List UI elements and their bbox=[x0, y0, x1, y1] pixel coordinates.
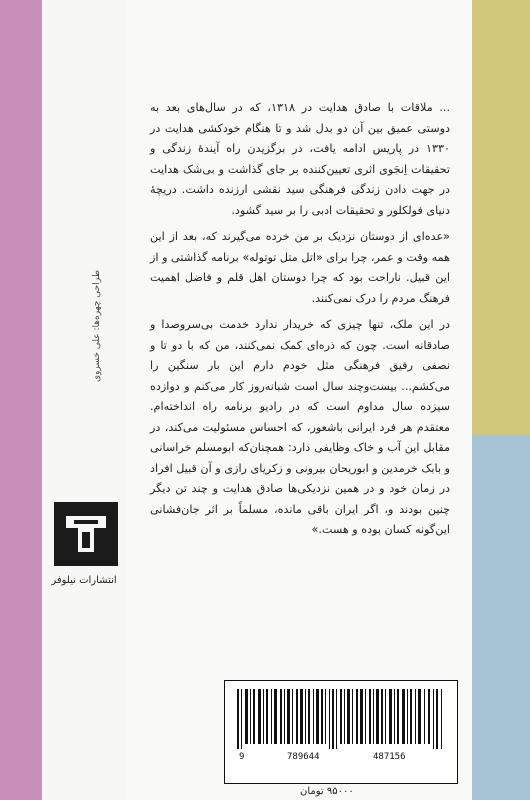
blurb-paragraph-1: ... ملاقات با صادق هدایت در ۱۳۱۸، که در سال‌های بعد به دوستی عمیق بین آن دو بدل شد و تا هنگام خودکشی هدایت در ۱۳۳۰ در پاریس ادامه یافت، در برگزیدن راه آیندهٔ زندگی و تحقیقات اِنجَوی اثری تعیین‌کننده بر جای گذاشت و بی‌شک هدایت در جهت دادن زندگی فرهنگی سید نقشی ارزنده داشت. دریچهٔ دنیای فولکلور و تحقیقات ادبی را بر سید گشود. bbox=[150, 101, 451, 217]
barcode-bars bbox=[235, 689, 447, 749]
left-color-strip bbox=[0, 0, 42, 800]
blurb-text bbox=[150, 98, 450, 547]
left-white-panel bbox=[42, 0, 126, 800]
right-blue-strip bbox=[472, 435, 530, 800]
isbn-group-1: 789644 bbox=[287, 752, 320, 762]
illustrator-credit: طراحی چهره‌ها: علی خسروی bbox=[92, 270, 102, 382]
right-olive-strip bbox=[472, 0, 530, 435]
isbn-digit-start: 9 bbox=[239, 752, 245, 762]
isbn-group-2: 487156 bbox=[373, 752, 406, 762]
publisher-name: انتشارات نیلوفر bbox=[51, 575, 117, 586]
blurb-paragraph-3: در این ملک، تنها چیزی که خریدار ندارد خدمت بی‌سروصدا و صادقانه است. چون که ذره‌ای کمک نمی‌کنند، من که با دو تا و نصفی رفیق فرهنگی مثل خودم دارم این بار سنگین را می‌کشم... بیست‌وچند سال است شبانه‌روز کار می‌کنم و دوازده سیزده سال مداوم است که در رادیو برنامه راه انداخته‌ام. معتقدم هر فرد ایرانی باشعور، که احساس مسئولیت می‌کند، در مقابل این آب و خاک وظایفی دارد: همچنان‌که ابومسلم خراسانی و بابک خرمدین و ابوریحان بیرونی و زکریای رازی و آن قبیل افراد در زمان خود و در همین نزدیکی‌ها صادق هدایت و چند تن دیگر چنین بودند و، اگر ایران باقی مانده، مسلماً بر اثر جان‌فشانی این‌گونه کسان بوده و هست.» bbox=[150, 318, 450, 536]
price-label: ۹۵۰۰۰ تومان bbox=[300, 786, 354, 797]
barcode bbox=[224, 680, 458, 784]
publisher-logo-icon bbox=[54, 502, 118, 566]
blurb-paragraph-2: «عده‌ای از دوستان نزدیک بر من خرده می‌گیرند که، بعد از این همه وقت و عمر، چرا برای «اتل متل توتوله» برنامه گذاشتی و از این قبیل. ناراحت بود که چرا دوستان اهل قلم و فاضل اهمیت فرهنگ مردم را درک نمی‌کنند. bbox=[150, 230, 450, 305]
